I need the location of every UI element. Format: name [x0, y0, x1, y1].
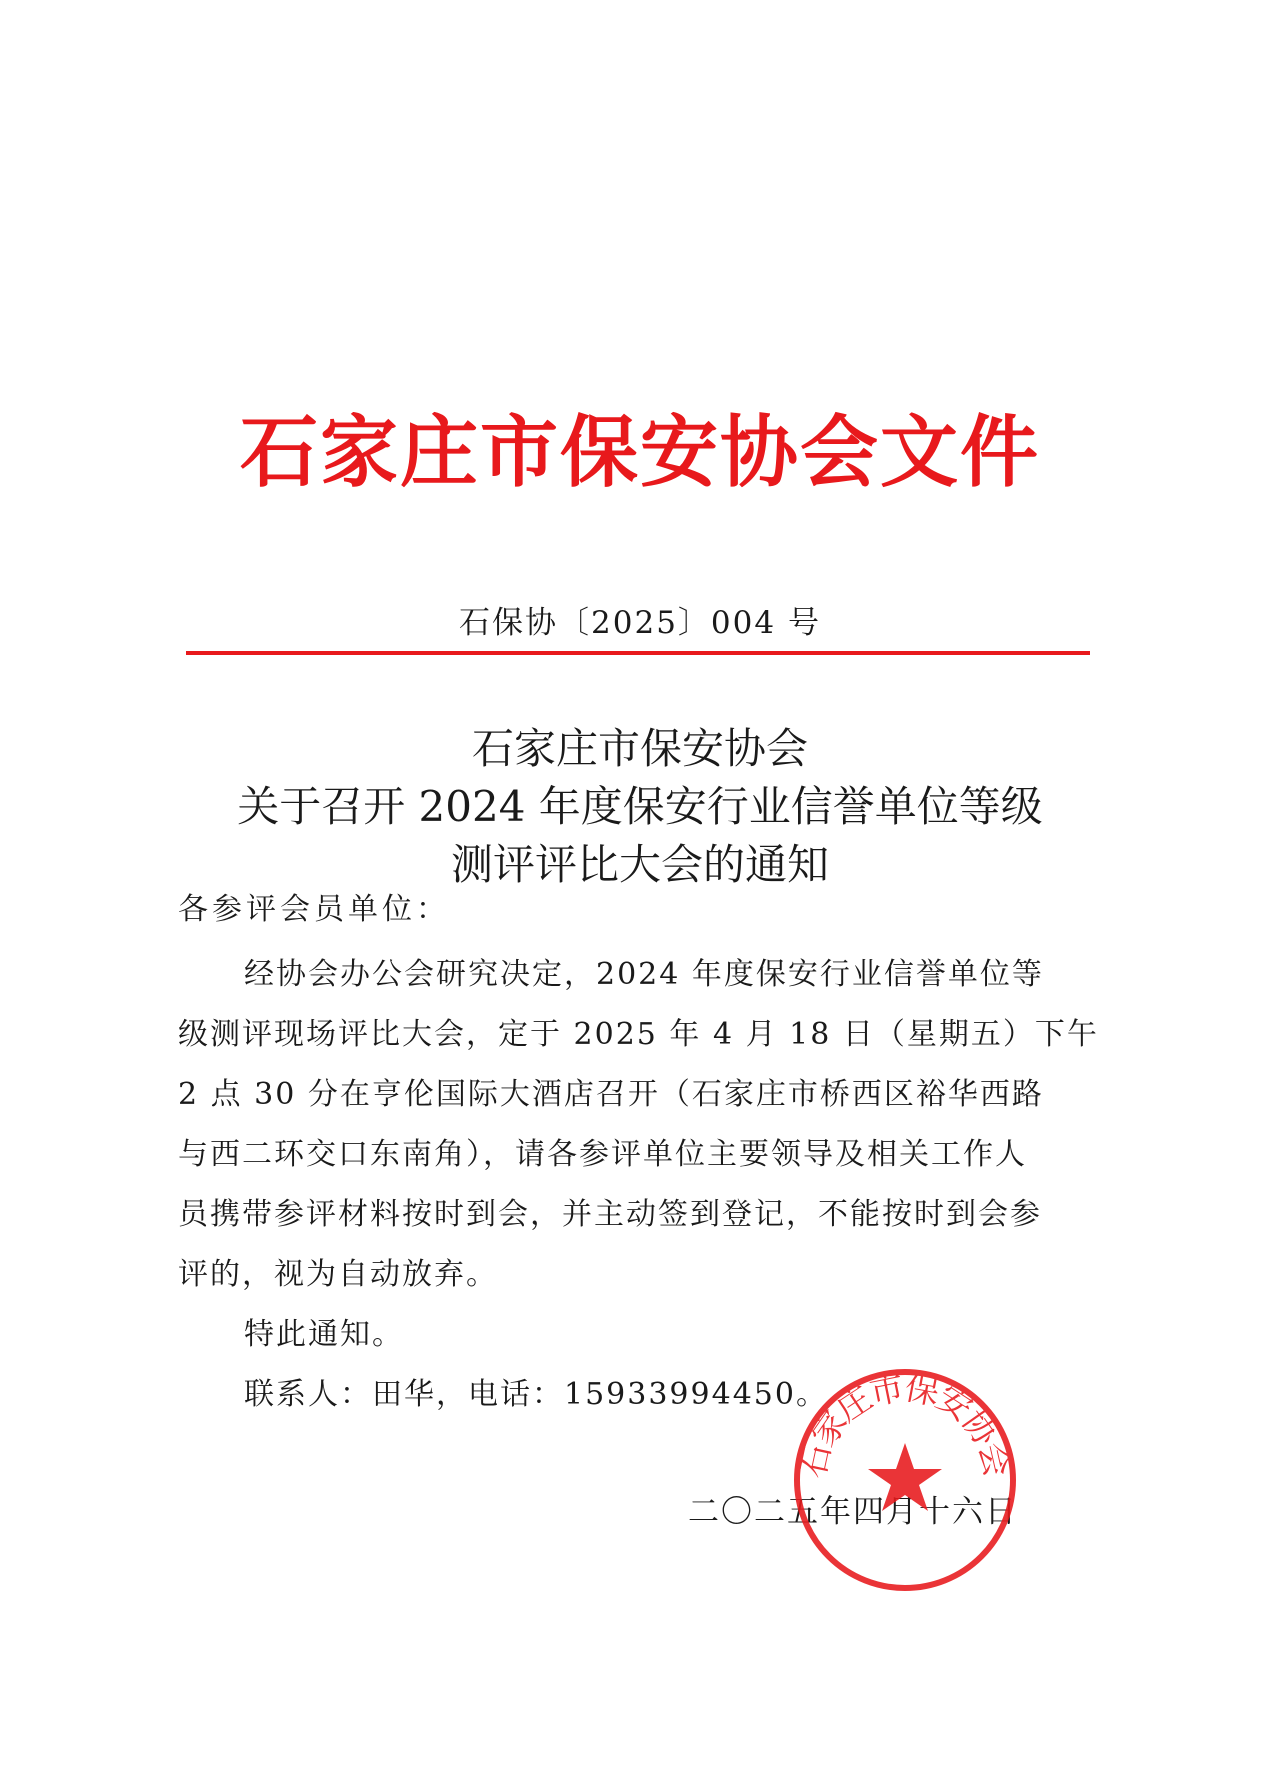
document-number: 石保协〔2025〕004 号	[459, 605, 821, 641]
notice-title-line-3: 测评评比大会的通知	[450, 840, 829, 889]
star-icon	[868, 1443, 942, 1511]
notice-title-line-2: 关于召开 2024 年度保安行业信誉单位等级	[237, 782, 1043, 831]
body-line: 2 点 30 分在亨伦国际大酒店召开（石家庄市桥西区裕华西路	[178, 1077, 1044, 1112]
body-line: 员携带参评材料按时到会，并主动签到登记，不能按时到会参	[178, 1197, 1042, 1232]
notice-body	[178, 945, 1099, 1425]
body-line: 经协会办公会研究决定，2024 年度保安行业信誉单位等	[244, 957, 1044, 992]
contact-info: 联系人：田华，电话：15933994450。	[244, 1377, 828, 1412]
closing-text: 特此通知。	[244, 1317, 404, 1352]
salutation: 各参评会员单位：	[178, 892, 450, 927]
body-line: 级测评现场评比大会，定于 2025 年 4 月 18 日（星期五）下午	[178, 1017, 1099, 1052]
notice-title	[0, 720, 1280, 894]
document-header-title: 石家庄市保安协会文件	[239, 407, 1040, 498]
red-divider	[186, 651, 1090, 655]
body-line: 评的，视为自动放弃。	[178, 1257, 498, 1292]
issue-date: 二〇二五年四月十六日	[688, 1494, 1018, 1530]
seal-text: 石家庄市保安协会	[792, 1367, 1018, 1482]
notice-title-line-1: 石家庄市保安协会	[471, 724, 808, 773]
body-line: 与西二环交口东南角），请各参评单位主要领导及相关工作人	[178, 1137, 1027, 1172]
official-seal	[790, 1365, 1020, 1595]
